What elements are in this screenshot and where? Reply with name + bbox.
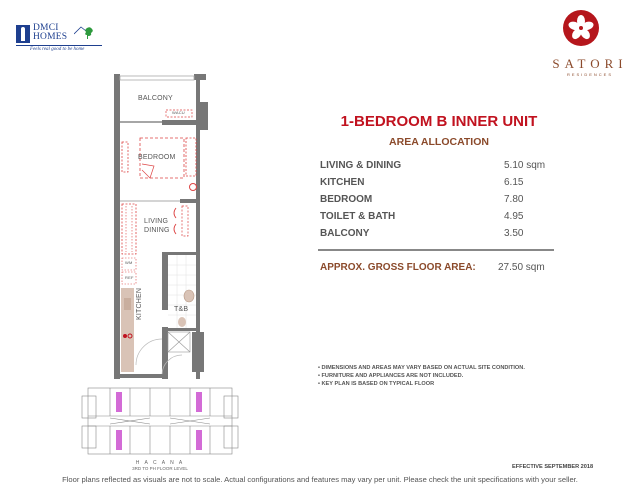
area-label: LIVING & DINING	[320, 160, 402, 171]
unit-title: 1-BEDROOM B INNER UNIT	[340, 113, 538, 130]
area-label: KITCHEN	[320, 177, 365, 188]
dmci-emblem-icon	[16, 25, 30, 43]
cherry-blossom-icon	[568, 15, 594, 41]
room-label-dining: DINING	[144, 227, 170, 234]
area-value: 3.50	[504, 228, 524, 239]
area-value: 6.15	[504, 177, 524, 188]
room-label-balcony: BALCONY	[138, 95, 173, 102]
area-allocation-table	[320, 160, 556, 245]
key-plan	[80, 382, 240, 462]
notes-list	[318, 364, 525, 388]
developer-tagline: Feels real good to be home	[30, 47, 85, 52]
developer-logo	[16, 23, 104, 57]
table-divider	[318, 249, 554, 251]
developer-name	[33, 24, 67, 42]
area-row-bedroom	[320, 194, 556, 211]
area-row-toilet-bath	[320, 211, 556, 228]
developer-logo-rule	[16, 45, 102, 46]
key-plan-floor-level: 3RD TO PH FLOOR LEVEL	[132, 466, 188, 471]
developer-name-line2: HOMES	[33, 32, 68, 42]
project-name: SATORI	[552, 56, 628, 71]
project-subtitle: RESIDENCES	[566, 72, 613, 77]
project-logo	[550, 6, 630, 80]
gross-floor-area-label: APPROX. GROSS FLOOR AREA:	[320, 262, 476, 273]
note-item: • KEY PLAN IS BASED ON TYPICAL FLOOR	[318, 381, 435, 387]
effective-date: EFFECTIVE SEPTEMBER 2018	[512, 464, 594, 470]
area-label: BEDROOM	[320, 194, 373, 205]
area-label: BALCONY	[320, 228, 370, 239]
unit-floor-plan	[100, 70, 220, 390]
room-label-kitchen: KITCHEN	[136, 287, 143, 320]
room-label-ref: REF	[125, 275, 134, 280]
key-plan-building-name: H A C A N A	[135, 460, 185, 466]
area-row-balcony	[320, 228, 556, 245]
area-value: 5.10 sqm	[504, 160, 546, 171]
area-allocation-title: AREA ALLOCATION	[389, 136, 489, 148]
area-label: TOILET & BATH	[320, 211, 396, 222]
footer-disclaimer: Floor plans reflected as visuals are not to scale. Actual configurations and features may vary per unit. Please check the unit specifications with your seller.	[62, 475, 578, 484]
area-value: 7.80	[504, 194, 524, 205]
room-label-bedroom: BEDROOM	[138, 154, 176, 161]
note-item: • DIMENSIONS AND AREAS MAY VARY BASED ON ACTUAL SITE CONDITION.	[318, 365, 525, 371]
room-label-living: LIVING	[144, 218, 169, 225]
house-tree-icon	[74, 25, 94, 39]
area-value: 4.95	[504, 211, 524, 222]
developer-name-line1: DMCI	[33, 23, 59, 33]
room-label-wm: WM	[125, 260, 133, 265]
area-row-kitchen	[320, 177, 556, 194]
room-label-tb: T&B	[174, 306, 189, 313]
area-row-living-dining	[320, 160, 556, 177]
room-label-wacu: WACU	[172, 110, 185, 115]
key-plan-drawing	[80, 382, 240, 462]
gross-floor-area-value: 27.50 sqm	[498, 262, 545, 273]
note-item: • FURNITURE AND APPLIANCES ARE NOT INCLUDED.	[318, 373, 464, 379]
